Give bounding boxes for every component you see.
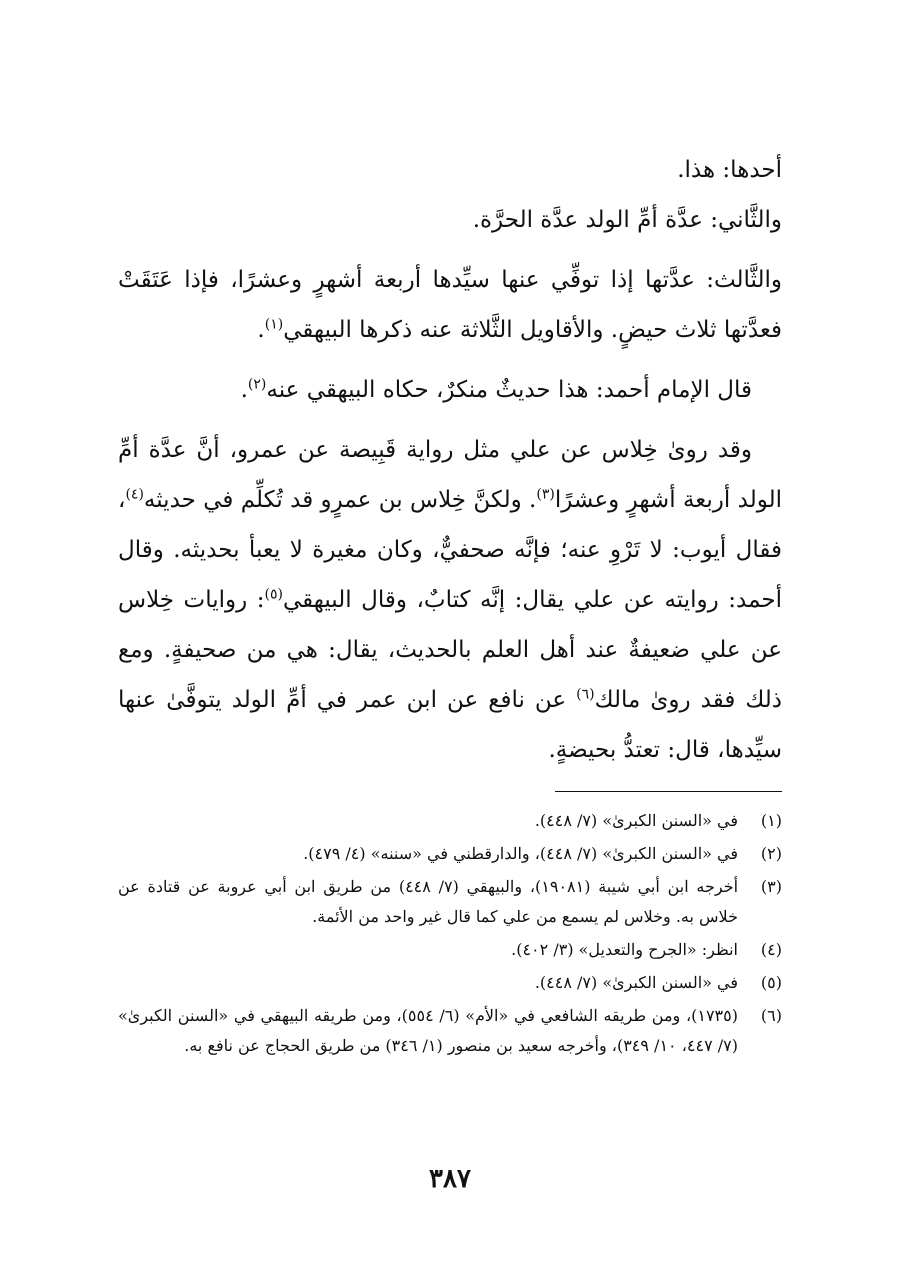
- paragraph-5: [118, 425, 782, 775]
- footnotes: [118, 806, 782, 1064]
- footnote-text: أخرجه ابن أبي شيبة (١٩٠٨١)، والبيهقي (٧/ ٤٤٨) من طريق ابن أبي عروبة عن قتادة عن خلاس به. وخلاس لم يسمع من علي كما قال غير واحد من الأئمة.: [118, 877, 739, 926]
- footnote-number: (٦): [760, 1006, 782, 1025]
- footnote-ref-1: (١): [264, 316, 284, 333]
- footnote-number: (٢): [760, 844, 782, 863]
- footnote-text: في «السنن الكبرىٰ» (٧/ ٤٤٨).: [534, 973, 738, 992]
- paragraph-4-end: .: [240, 377, 248, 403]
- paragraph-4: [118, 365, 782, 415]
- footnote-number: (٤): [760, 940, 782, 959]
- paragraph-2: [118, 195, 782, 245]
- footnote-ref-3: (٣): [536, 486, 555, 503]
- footnote-ref-4: (٤): [125, 486, 144, 503]
- footnote-5: [118, 968, 782, 998]
- footnote-3: [118, 872, 782, 932]
- footnote-number: (١): [760, 811, 782, 830]
- paragraph-1: [118, 145, 782, 195]
- footnote-ref-6: (٦): [576, 686, 595, 703]
- paragraph-1-text: أحدها: هذا.: [677, 157, 782, 183]
- paragraph-5-text-b: . ولكنَّ خِلاس بن عمرٍو قد تُكلِّم في حديثه: [143, 487, 537, 513]
- footnote-text: في «السنن الكبرىٰ» (٧/ ٤٤٨)، والدارقطني في «سننه» (٤/ ٤٧٩).: [303, 844, 738, 863]
- footnote-number: (٣): [760, 877, 782, 896]
- paragraph-5-text-e: عن نافع عن ابن عمر في أمِّ الولد يتوفَّىٰ عنها سيِّدها، قال: تعتدُّ بحيضةٍ.: [118, 687, 782, 763]
- paragraph-5-text-d: : روايات خِلاس عن علي ضعيفةٌ عند أهل العلم بالحديث، يقال: هي من صحيفةٍ. ومع ذلك فقد روىٰ مالك: [118, 587, 782, 713]
- footnote-4: [118, 935, 782, 965]
- paragraph-4-text: قال الإمام أحمد: هذا حديثٌ منكرٌ، حكاه البيهقي عنه: [266, 377, 752, 403]
- paragraph-5-text-c: ، فقال أيوب: لا تَرْوِ عنه؛ فإنَّه صحفيٌّ، وكان مغيرة لا يعبأ بحديثه. وقال أحمد: روايته عن علي يقال: إنَّه كتابٌ، وقال البيهقي: [118, 487, 782, 613]
- footnote-6: [118, 1001, 782, 1061]
- footnote-1: [118, 806, 782, 836]
- paragraph-5-text-a: وقد روىٰ خِلاس عن علي مثل رواية قَبِيصة عن عمرو، أنَّ عدَّة أمِّ الولد أربعة أشهرٍ وعشرًا: [118, 437, 782, 513]
- footnote-text: انظر: «الجرح والتعديل» (٣/ ٤٠٢).: [511, 940, 738, 959]
- paragraph-2-text: والثَّاني: عدَّة أمِّ الولد عدَّة الحرَّة.: [472, 207, 782, 233]
- paragraph-3-end: .: [257, 317, 265, 343]
- page-number: ٣٨٧: [429, 1164, 471, 1194]
- footnote-2: [118, 839, 782, 869]
- main-text: [118, 145, 782, 775]
- footnote-text: في «السنن الكبرىٰ» (٧/ ٤٤٨).: [534, 811, 738, 830]
- paragraph-3: [118, 255, 782, 355]
- footnote-ref-5: (٥): [264, 586, 283, 603]
- footnote-separator: [555, 791, 782, 792]
- footnote-text: (١٧٣٥)، ومن طريقه الشافعي في «الأم» (٦/ ٥٥٤)، ومن طريقه البيهقي في «السنن الكبرىٰ» (٧/ ٤٤٧، ١٠/ ٣٤٩)، وأخرجه سعيد بن منصور (١/ ٣٤٦) من طريق الحجاج عن نافع به.: [118, 1006, 738, 1055]
- footnote-number: (٥): [760, 973, 782, 992]
- footnote-ref-2: (٢): [247, 376, 267, 393]
- paragraph-3-text: والثَّالث: عدَّتها إذا توفِّي عنها سيِّدها أربعة أشهرٍ وعشرًا، فإذا عَتَقَتْ فعدَّتها ثلاث حيضٍ. والأقاويل الثَّلاثة عنه ذكرها البيهقي: [118, 267, 782, 343]
